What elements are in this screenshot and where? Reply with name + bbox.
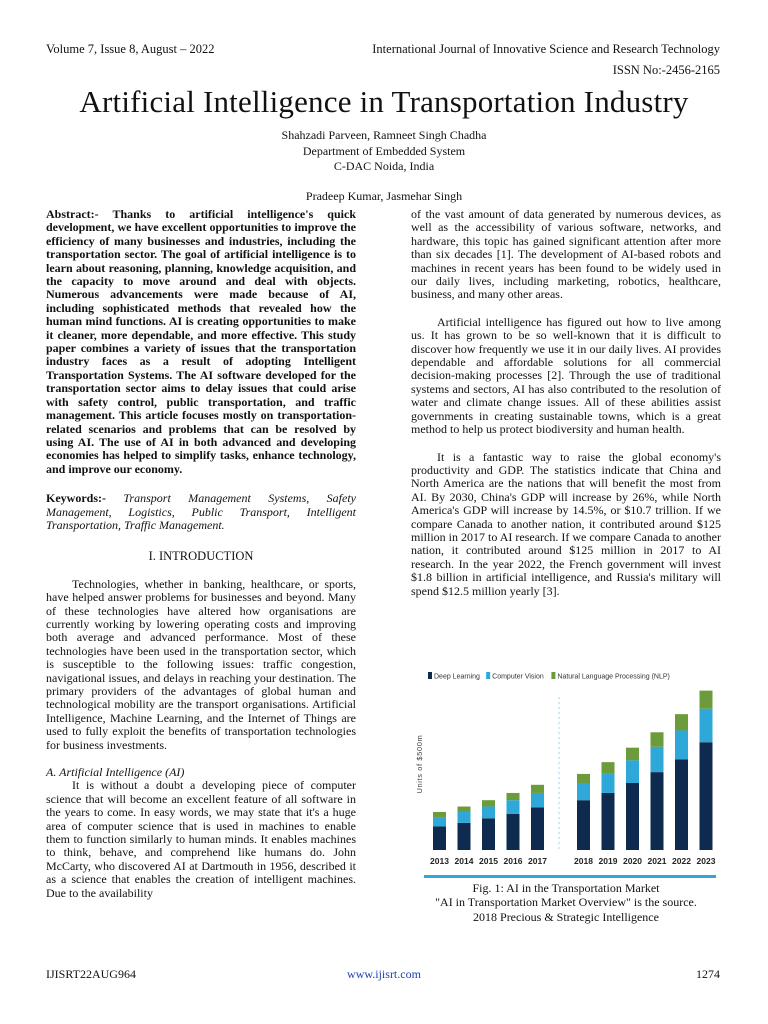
x-tick-2014: 2014 bbox=[454, 856, 474, 866]
right-paragraph-2: Artificial intelligence has figured out how to live among us. It has grown to be so well-known that it is difficult to discover how frequently we use it in our daily lives. AI provides dependable and affordable solutions for all commercial decision-making processes [2]. Through the use of traditional systems and sectors, AI has also contributed to the resolution of water and climate change issues. All of these abilities assist governments in creating sustainable towns, which is a great method to help us protect biodiversity and human health. bbox=[411, 314, 721, 437]
bar-2018-0 bbox=[577, 800, 590, 850]
abstract: Abstract:- Thanks to artificial intelligence's quick development, we have excellent opportunities to improve the efficiency of many businesses and industries, including the transportation sector. The goal of artificial intelligence is to learn about reasoning, planning, knowledge acquisition, and the capacity to move around and deal with objects. Numerous advancements were made because of AI, including sophisticated methods that revealed how the human mind functions. AI is creating opportunities to make it cleaner, more dependable, and more effective. This study paper combines a variety of issues that the transportation industry faces as a result of adopting Intelligent Transportation Systems. The AI software developed for the transportation sector aims to delay issues that could arise with safety control, public transportation, and traffic management. This article focuses mostly on transportation-related scenarios and problems that can be resolved by using AI. The use of AI in both advanced and developing economies has helped to simplify tasks, enhance technology, and improve our economy. bbox=[46, 207, 356, 476]
ai-paragraph: It is without a doubt a developing piece of computer science that will become an excellent feature of all software in the years to come. In easy words, we may state that it's a huge area of computer science that is used in machines to enable them to function similarly to human minds. It enables machines to think, behave, and comprehend like humans do. John McCarty, who discovered AI at Dartmouth in 1956, described it as a science that enables the creation of intelligent machines. Due to the availability bbox=[46, 778, 356, 900]
keywords bbox=[46, 492, 356, 532]
bar-2021-2 bbox=[651, 732, 664, 746]
bar-2019-2 bbox=[602, 762, 615, 773]
bar-2015-2 bbox=[482, 800, 495, 806]
authors-line-2: Pradeep Kumar, Jasmehar Singh bbox=[305, 188, 463, 203]
bar-2023-2 bbox=[700, 691, 713, 709]
left-column bbox=[46, 208, 356, 900]
bar-2020-2 bbox=[626, 748, 639, 761]
figure-bottom-rule bbox=[424, 875, 716, 878]
bar-2016-0 bbox=[507, 814, 520, 850]
caption-line-1: Fig. 1: AI in the Transportation Market bbox=[472, 881, 660, 895]
bar-2013-2 bbox=[433, 812, 446, 817]
intro-paragraph: Technologies, whether in banking, healthcare, or sports, have helped answer problems for businesses and beyond. Many of these technologies have altered how organisations are currently working by lowering operating costs and improving both average and advanced performance. Most of these technologies have been used in the transportation sector, which is susceptible to the following issues: traffic congestion, navigational issues, and delays in reaching your destination. The primary providers of the advantages of global human and technological mobility are the transport organisations. Artificial Intelligence, Machine Learning, and the Internet of Things are used to fully exploit the benefits of transportation technologies for business investments. bbox=[46, 576, 356, 752]
legend-swatch-0 bbox=[428, 672, 432, 679]
bar-2023-1 bbox=[700, 709, 713, 743]
bar-2018-1 bbox=[577, 783, 590, 800]
bar-2014-0 bbox=[458, 823, 471, 850]
bar-2022-1 bbox=[675, 730, 688, 759]
bar-2015-1 bbox=[482, 807, 495, 819]
bar-2020-0 bbox=[626, 783, 639, 850]
bar-2013-0 bbox=[433, 826, 446, 850]
bar-2014-2 bbox=[458, 807, 471, 812]
legend-label-2: Natural Language Processing (NLP) bbox=[557, 673, 670, 681]
bar-2013-1 bbox=[433, 817, 446, 826]
x-tick-2015: 2015 bbox=[479, 856, 498, 866]
paper-id: IJISRT22AUG964 bbox=[46, 967, 136, 981]
bar-2022-2 bbox=[675, 714, 688, 730]
bar-2019-1 bbox=[602, 773, 615, 793]
bar-2020-1 bbox=[626, 760, 639, 783]
bar-2017-2 bbox=[531, 785, 544, 793]
y-axis-label: Units of $500m bbox=[415, 734, 424, 794]
x-tick-2023: 2023 bbox=[696, 856, 716, 866]
issn: ISSN No:-2456-2165 bbox=[612, 63, 720, 77]
keywords-label: Keywords:- bbox=[46, 491, 106, 506]
authors-line-1: Shahzadi Parveen, Ramneet Singh Chadha bbox=[281, 128, 487, 142]
x-tick-2018: 2018 bbox=[574, 856, 593, 866]
right-paragraph-1: of the vast amount of data generated by numerous devices, as well as the accessibility of various software, networks, and hardware, this topic has gained significant attention after more than six decades [1]. The development of AI-based robots and machines in recent years has been found to be widely used in our daily lives, including marketing, robotics, healthcare, business, and many other areas. bbox=[411, 207, 721, 302]
right-paragraph-3: It is a fantastic way to raise the global economy's productivity and GDP. The statistics indicate that China and North America are the nations that will benefit the most from AI. By 2030, China's GDP will increase by 26%, while North America's GDP will increase by 14.5%, or $10.7 trillion. If we compare Canada to another nation, it contributed around $125 million in 2017 to AI research. If we compare Canada to another nation, it contributed around $125 million in 2017 to AI research. In the year 2022, the French government will invest $1.8 billion in artificial intelligence, and Russia's military will spend $12.5 million yearly [3]. bbox=[411, 449, 721, 598]
bar-2019-0 bbox=[602, 793, 615, 850]
volume-info: Volume 7, Issue 8, August – 2022 bbox=[46, 42, 215, 56]
bar-2021-0 bbox=[651, 772, 664, 850]
figure-ai-market-chart bbox=[410, 657, 722, 879]
page-number: 1274 bbox=[696, 967, 720, 981]
caption-line-2: "AI in Transportation Market Overview" is the source. bbox=[435, 895, 697, 910]
paper-title: Artificial Intelligence in Transportation Industry bbox=[79, 84, 689, 119]
x-tick-2022: 2022 bbox=[672, 856, 691, 866]
section-heading-introduction: I. INTRODUCTION bbox=[148, 549, 254, 564]
bar-2021-1 bbox=[651, 747, 664, 772]
subsection-heading-ai: A. Artificial Intelligence (AI) bbox=[46, 765, 185, 780]
legend-swatch-2 bbox=[551, 672, 555, 679]
bar-2023-0 bbox=[700, 742, 713, 850]
department: Department of Embedded System bbox=[302, 143, 466, 158]
keywords-text: Transport Management Systems, Safety Management, Logistics, Public Transport, Intelligent Transportation, Traffic Management. bbox=[46, 491, 356, 532]
bar-2022-0 bbox=[675, 759, 688, 850]
right-column bbox=[411, 208, 721, 598]
x-tick-2019: 2019 bbox=[598, 856, 618, 866]
stacked-bar-chart bbox=[410, 657, 722, 879]
legend-label-0: Deep Learning bbox=[434, 673, 480, 681]
x-tick-2013: 2013 bbox=[430, 856, 449, 866]
x-tick-2021: 2021 bbox=[647, 856, 667, 866]
x-tick-2017: 2017 bbox=[528, 856, 547, 866]
bar-2016-1 bbox=[507, 800, 520, 814]
journal-name: International Journal of Innovative Science and Research Technology bbox=[372, 42, 720, 56]
x-tick-2016: 2016 bbox=[503, 856, 523, 866]
x-tick-2020: 2020 bbox=[623, 856, 642, 866]
institution: C-DAC Noida, India bbox=[333, 159, 435, 173]
bar-2017-1 bbox=[531, 793, 544, 807]
legend-swatch-1 bbox=[486, 672, 490, 679]
journal-url[interactable]: www.ijisrt.com bbox=[347, 967, 421, 981]
bar-2017-0 bbox=[531, 807, 544, 850]
caption-line-3: 2018 Precious & Strategic Intelligence bbox=[473, 909, 659, 924]
bar-2018-2 bbox=[577, 774, 590, 783]
bar-2016-2 bbox=[507, 793, 520, 800]
bar-2014-1 bbox=[458, 812, 471, 823]
legend-label-1: Computer Vision bbox=[492, 673, 544, 681]
bar-2015-0 bbox=[482, 818, 495, 850]
author-block bbox=[0, 128, 768, 204]
figure-caption bbox=[410, 881, 722, 924]
